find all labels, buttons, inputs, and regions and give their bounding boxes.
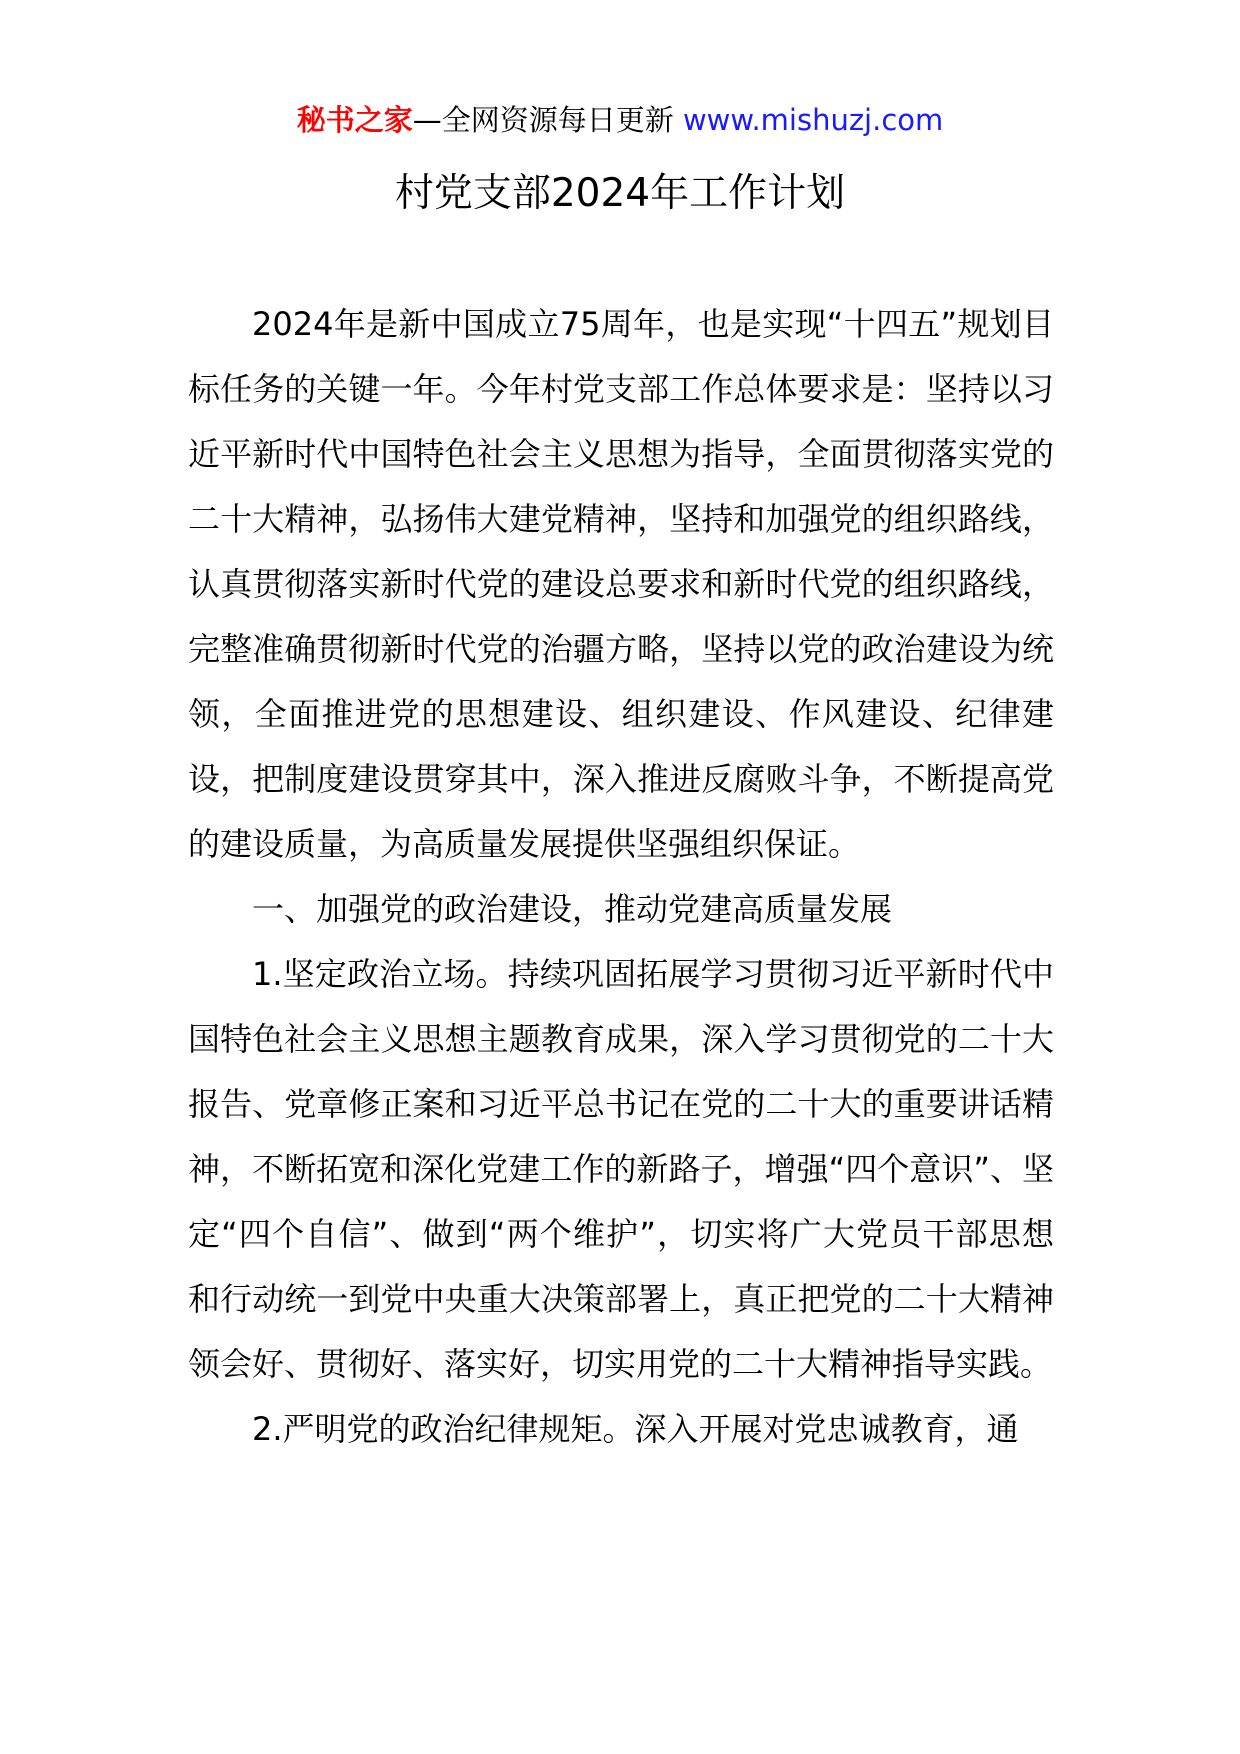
document-title: 村党支部2024年工作计划 xyxy=(394,171,846,216)
site-brand: 秘书之家 xyxy=(296,103,413,137)
paragraph-intro: 2024年是新中国成立75周年，也是实现“十四五”规划目标任务的关键一年。今年村党支部工作总体要求是：坚持以习近平新时代中国特色社会主义思想为指导，全面贯彻落实党的二十大精神，弘扬伟大建党精神，坚持和加强党的组织路线，认真贯彻落实新时代党的建设总要求和新时代党的组织路线，完整准确贯彻新时代党的治疆方略，坚持以党的政治建设为统领，全面推进党的思想建设、组织建设、作风建设、纪律建设，把制度建设贯穿其中，深入推进反腐败斗争，不断提高党的建设质量，为高质量发展提供坚强组织保证。 xyxy=(188,305,1054,863)
section-heading-1: 一、加强党的政治建设，推动党建高质量发展 xyxy=(252,890,893,928)
paragraph-item-2: 2.严明党的政治纪律规矩。深入开展对党忠诚教育，通 xyxy=(252,1410,1019,1448)
site-slogan: —全网资源每日更新 xyxy=(412,103,674,137)
site-header-banner xyxy=(0,100,1240,140)
document-body xyxy=(188,292,1054,1462)
paragraph-item-1: 1.坚定政治立场。持续巩固拓展学习贯彻习近平新时代中国特色社会主义思想主题教育成果，深入学习贯彻党的二十大报告、党章修正案和习近平总书记在党的二十大的重要讲话精神，不断拓宽和深化党建工作的新路子，增强“四个意识”、坚定“四个自信”、做到“两个维护”，切实将广大党员干部思想和行动统一到党中央重大决策部署上，真正把党的二十大精神领会好、贯彻好、落实好，切实用党的二十大精神指导实践。 xyxy=(188,955,1054,1383)
site-url-link[interactable]: www.mishuzj.com xyxy=(682,103,944,137)
